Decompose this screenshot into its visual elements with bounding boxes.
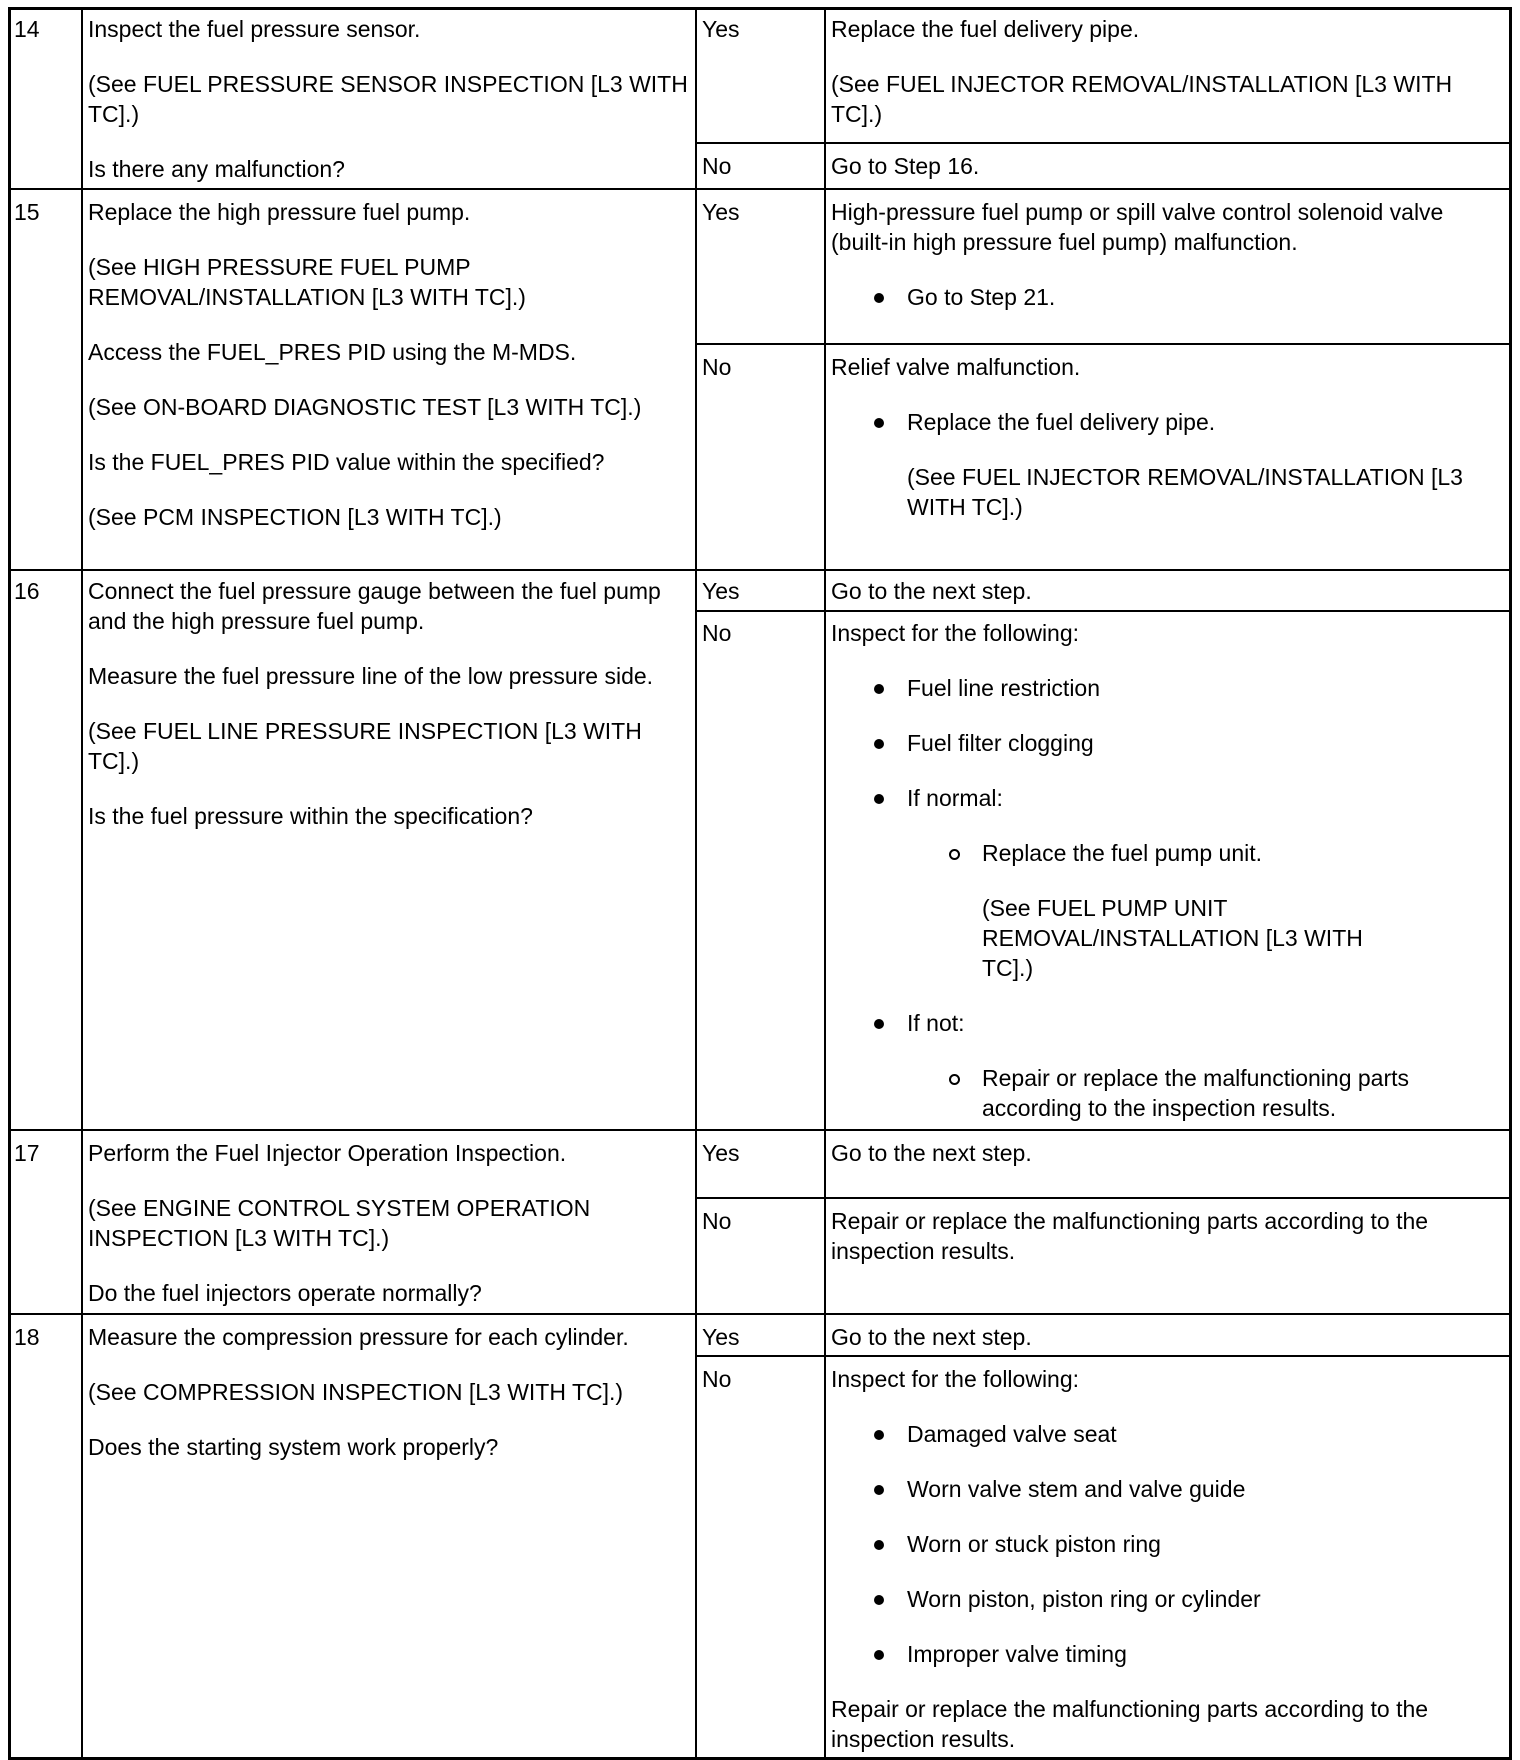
- no-label: No: [702, 153, 732, 179]
- yes-result: [831, 576, 1506, 606]
- no-result: [831, 1206, 1506, 1266]
- action-text: Measure the compression pressure for each cylinder.: [88, 1324, 629, 1350]
- action-text: (See ENGINE CONTROL SYSTEM OPERATION INSPECTION [L3 WITH TC].): [88, 1195, 591, 1251]
- bullet-note: (See FUEL INJECTOR REMOVAL/INSTALLATION [L3 WITH TC].): [907, 464, 1463, 520]
- yes-no-divider: [695, 142, 1512, 144]
- bullet-item: Replace the fuel delivery pipe.: [831, 407, 1506, 437]
- result-text: Repair or replace the malfunctioning parts according to the inspection results.: [831, 1696, 1429, 1752]
- column-divider: [824, 7, 826, 1760]
- no-result: [831, 151, 1506, 181]
- sub-bullet-note: (See FUEL PUMP UNIT REMOVAL/INSTALLATION [L3 WITH TC].): [982, 895, 1363, 981]
- column-divider: [695, 7, 697, 1760]
- result-text: Relief valve malfunction.: [831, 354, 1081, 380]
- yes-label: Yes: [702, 1324, 740, 1350]
- step-number: 14: [14, 16, 40, 42]
- bullet-item: If normal:: [831, 783, 1506, 813]
- yes-no-divider: [695, 343, 1512, 345]
- action-text: (See FUEL LINE PRESSURE INSPECTION [L3 WITH TC].): [88, 718, 642, 774]
- no-result: [831, 1364, 1506, 1754]
- bullet-item: Go to Step 21.: [831, 282, 1506, 312]
- result-text: Go to the next step.: [831, 1324, 1032, 1350]
- step-action: [88, 1138, 688, 1308]
- result-text: Go to Step 16.: [831, 153, 980, 179]
- yes-no-divider: [695, 1197, 1512, 1199]
- no-result: [831, 618, 1506, 1123]
- step-action: [88, 1322, 688, 1462]
- no-label: No: [702, 1208, 732, 1234]
- result-text: Go to the next step.: [831, 578, 1032, 604]
- bullet-item: If not:: [831, 1008, 1506, 1038]
- bullet-item: Damaged valve seat: [831, 1419, 1506, 1449]
- yes-result: [831, 14, 1506, 129]
- result-text: Repair or replace the malfunctioning parts according to the inspection results.: [831, 1208, 1429, 1264]
- action-text: Do the fuel injectors operate normally?: [88, 1280, 482, 1306]
- row-divider: [8, 1313, 1512, 1315]
- result-text: (See FUEL INJECTOR REMOVAL/INSTALLATION [L3 WITH TC].): [831, 71, 1453, 127]
- action-text: Does the starting system work properly?: [88, 1434, 499, 1460]
- yes-no-divider: [695, 610, 1512, 612]
- no-result: [831, 352, 1506, 522]
- action-text: Perform the Fuel Injector Operation Inspection.: [88, 1140, 567, 1166]
- yes-label: Yes: [702, 1140, 740, 1166]
- no-label: No: [702, 1366, 732, 1392]
- action-text: Inspect the fuel pressure sensor.: [88, 16, 421, 42]
- sub-bullet-item: Replace the fuel pump unit.: [831, 838, 1506, 868]
- action-text: Is the fuel pressure within the specification?: [88, 803, 533, 829]
- step-action: [88, 197, 688, 532]
- bullet-item: Fuel line restriction: [831, 673, 1506, 703]
- result-text: Inspect for the following:: [831, 1366, 1080, 1392]
- no-label: No: [702, 354, 732, 380]
- action-text: Replace the high pressure fuel pump.: [88, 199, 471, 225]
- column-divider: [81, 7, 83, 1760]
- action-text: (See ON-BOARD DIAGNOSTIC TEST [L3 WITH TC].): [88, 394, 642, 420]
- result-text: Inspect for the following:: [831, 620, 1080, 646]
- result-text: High-pressure fuel pump or spill valve control solenoid valve (built-in high pressure fuel pump) malfunction.: [831, 199, 1444, 255]
- row-divider: [8, 569, 1512, 571]
- yes-result: [831, 1322, 1506, 1352]
- sub-bullet-item: Repair or replace the malfunctioning parts according to the inspection results.: [831, 1063, 1506, 1123]
- step-action: [88, 14, 688, 184]
- bullet-item: Fuel filter clogging: [831, 728, 1506, 758]
- action-text: (See HIGH PRESSURE FUEL PUMP REMOVAL/INSTALLATION [L3 WITH TC].): [88, 254, 526, 310]
- step-number: 15: [14, 199, 40, 225]
- yes-label: Yes: [702, 16, 740, 42]
- step-number: 16: [14, 578, 40, 604]
- row-divider: [8, 188, 1512, 190]
- result-text: Go to the next step.: [831, 1140, 1032, 1166]
- bullet-item: Worn or stuck piston ring: [831, 1529, 1506, 1559]
- action-text: Is the FUEL_PRES PID value within the specified?: [88, 449, 605, 475]
- action-text: (See COMPRESSION INSPECTION [L3 WITH TC].): [88, 1379, 624, 1405]
- action-text: (See PCM INSPECTION [L3 WITH TC].): [88, 504, 502, 530]
- step-number: 18: [14, 1324, 40, 1350]
- action-text: (See FUEL PRESSURE SENSOR INSPECTION [L3 WITH TC].): [88, 71, 688, 127]
- action-text: Measure the fuel pressure line of the low pressure side.: [88, 663, 654, 689]
- yes-label: Yes: [702, 199, 740, 225]
- bullet-item: Worn valve stem and valve guide: [831, 1474, 1506, 1504]
- result-text: Replace the fuel delivery pipe.: [831, 16, 1140, 42]
- action-text: Is there any malfunction?: [88, 156, 345, 182]
- bullet-item: Improper valve timing: [831, 1639, 1506, 1669]
- yes-result: [831, 1138, 1506, 1168]
- bullet-item: Worn piston, piston ring or cylinder: [831, 1584, 1506, 1614]
- action-text: Connect the fuel pressure gauge between the fuel pump and the high pressure fuel pump.: [88, 578, 661, 634]
- step-number: 17: [14, 1140, 40, 1166]
- step-action: [88, 576, 688, 831]
- yes-result: [831, 197, 1506, 337]
- action-text: Access the FUEL_PRES PID using the M-MDS.: [88, 339, 577, 365]
- yes-no-divider: [695, 1355, 1512, 1357]
- no-label: No: [702, 620, 732, 646]
- row-divider: [8, 1129, 1512, 1131]
- yes-label: Yes: [702, 578, 740, 604]
